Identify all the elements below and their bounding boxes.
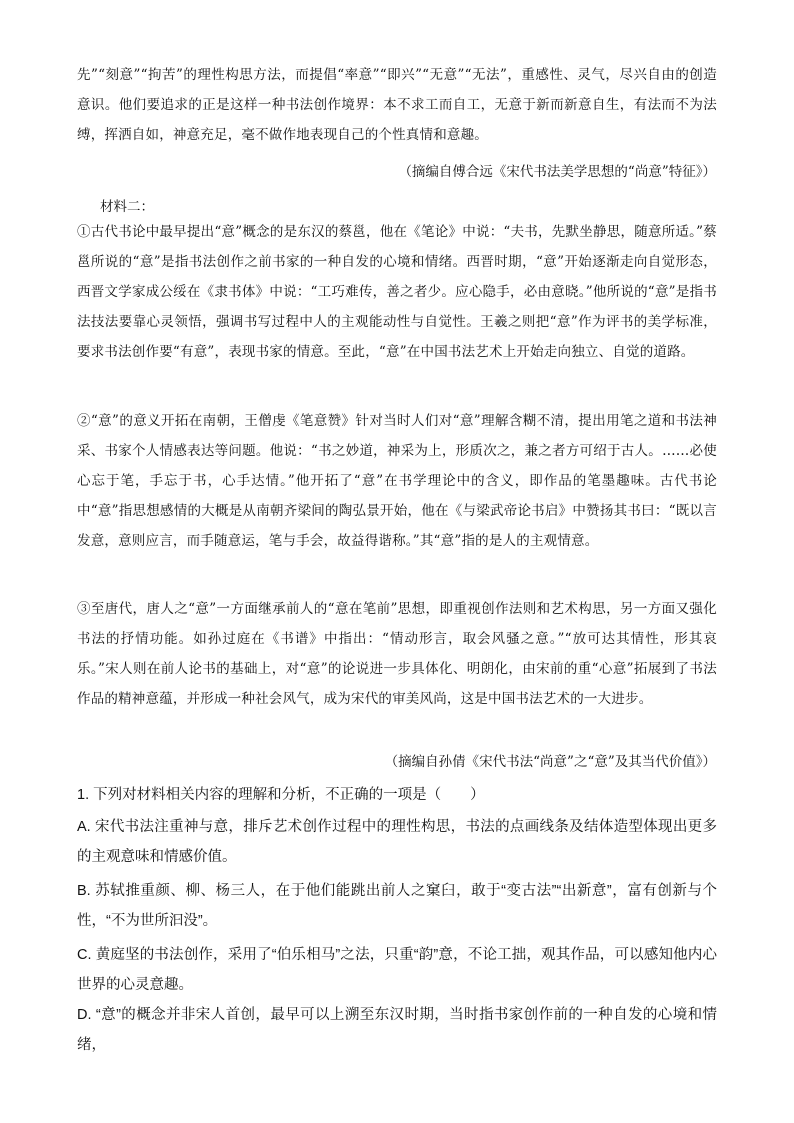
question-stem: 1. 下列对材料相关内容的理解和分析，不正确的一项是（ ）: [77, 787, 485, 803]
option-b: B. 苏轼推重颜、柳、杨三人，在于他们能跳出前人之窠臼，敢于“变古法”“出新意”，富有创新与个性，“不为世所汩没”。: [77, 883, 717, 929]
material2-paragraph-2: ②“意”的意义开拓在南朝，王僧虔《笔意赞》针对当时人们对“意”理解含糊不清，提出用笔之道和书法神采、书家个人情感表达等问题。他说：“书之妙道，神采为上，形质次之，兼之者方可绍于古人。……必使心忘于笔，手忘于书，心手达情。”他开拓了“意”在书学理论中的含义，即作品的笔墨趣味。古代书论中“意”指思想感情的大概是从南朝齐梁间的陶弘景开始，他在《与梁武帝论书启》中赞扬其书曰：“既以言发意，意则应言，而手随意运，笔与手会，故益得谐称。”其“意”指的是人的主观情意。: [77, 413, 717, 549]
option-c: C. 黄庭坚的书法创作，采用了“伯乐相马”之法，只重“韵”意，不论工拙，观其作品，可以感知他内心世界的心灵意趣。: [77, 947, 717, 993]
material1-citation: （摘编自傅合远《宋代书法美学思想的“尚意”特征》）: [398, 164, 716, 180]
material2-label: 材料二：: [100, 199, 154, 215]
material2-citation: （摘编自孙倩《宋代书法“尚意”之“意”及其当代价值》）: [384, 754, 716, 770]
material2-paragraph-1: ①古代书论中最早提出“意”概念的是东汉的蔡邕，他在《笔论》中说：“夫书，先默坐静思，随意所适。”蔡邕所说的“意”是指书法创作之前书家的一种自发的心境和情绪。西晋时期，“意”开始逐渐走向自觉形态，西晋文学家成公绥在《隶书体》中说：“工巧难传，善之者少。应心隐手，必由意晓。”他所说的“意”是指书法技法要靠心灵领悟，强调书写过程中人的主观能动性与自觉性。王羲之则把“意”作为评书的美学标准，要求书法创作要“有意”，表现书家的情意。至此，“意”在中国书法艺术上开始走向独立、自觉的道路。: [77, 224, 717, 360]
option-d: D. “意”的概念并非宋人首创，最早可以上溯至东汉时期，当时指书家创作前的一种自发的心境和情绪，: [77, 1007, 717, 1053]
option-a: A. 宋代书法注重神与意，排斥艺术创作过程中的理性构思，书法的点画线条及结体造型体现出更多的主观意味和情感价值。: [77, 819, 717, 865]
material2-paragraph-3: ③至唐代，唐人之“意”一方面继承前人的“意在笔前”思想，即重视创作法则和艺术构思，另一方面又强化书法的抒情功能。如孙过庭在《书谱》中指出：“情动形言，取会风骚之意。”“放可达其情性，形其哀乐。”宋人则在前人论书的基础上，对“意”的论说进一步具体化、明朗化，由宋前的重“心意”拓展到了书法作品的精神意蕴，并形成一种社会风气，成为宋代的审美风尚，这是中国书法艺术的一大进步。: [77, 601, 717, 707]
material1-paragraph-end: 先”“刻意”“拘苦”的理性构思方法，而提倡“率意”“即兴”“无意”“无法”，重感性、灵气，尽兴自由的创造意识。他们要追求的正是这样一种书法创作境界：本不求工而自工，无意于新而新意自生，有法而不为法缚，挥洒自如，神意充足，毫不做作地表现自己的个性真情和意趣。: [77, 67, 717, 143]
